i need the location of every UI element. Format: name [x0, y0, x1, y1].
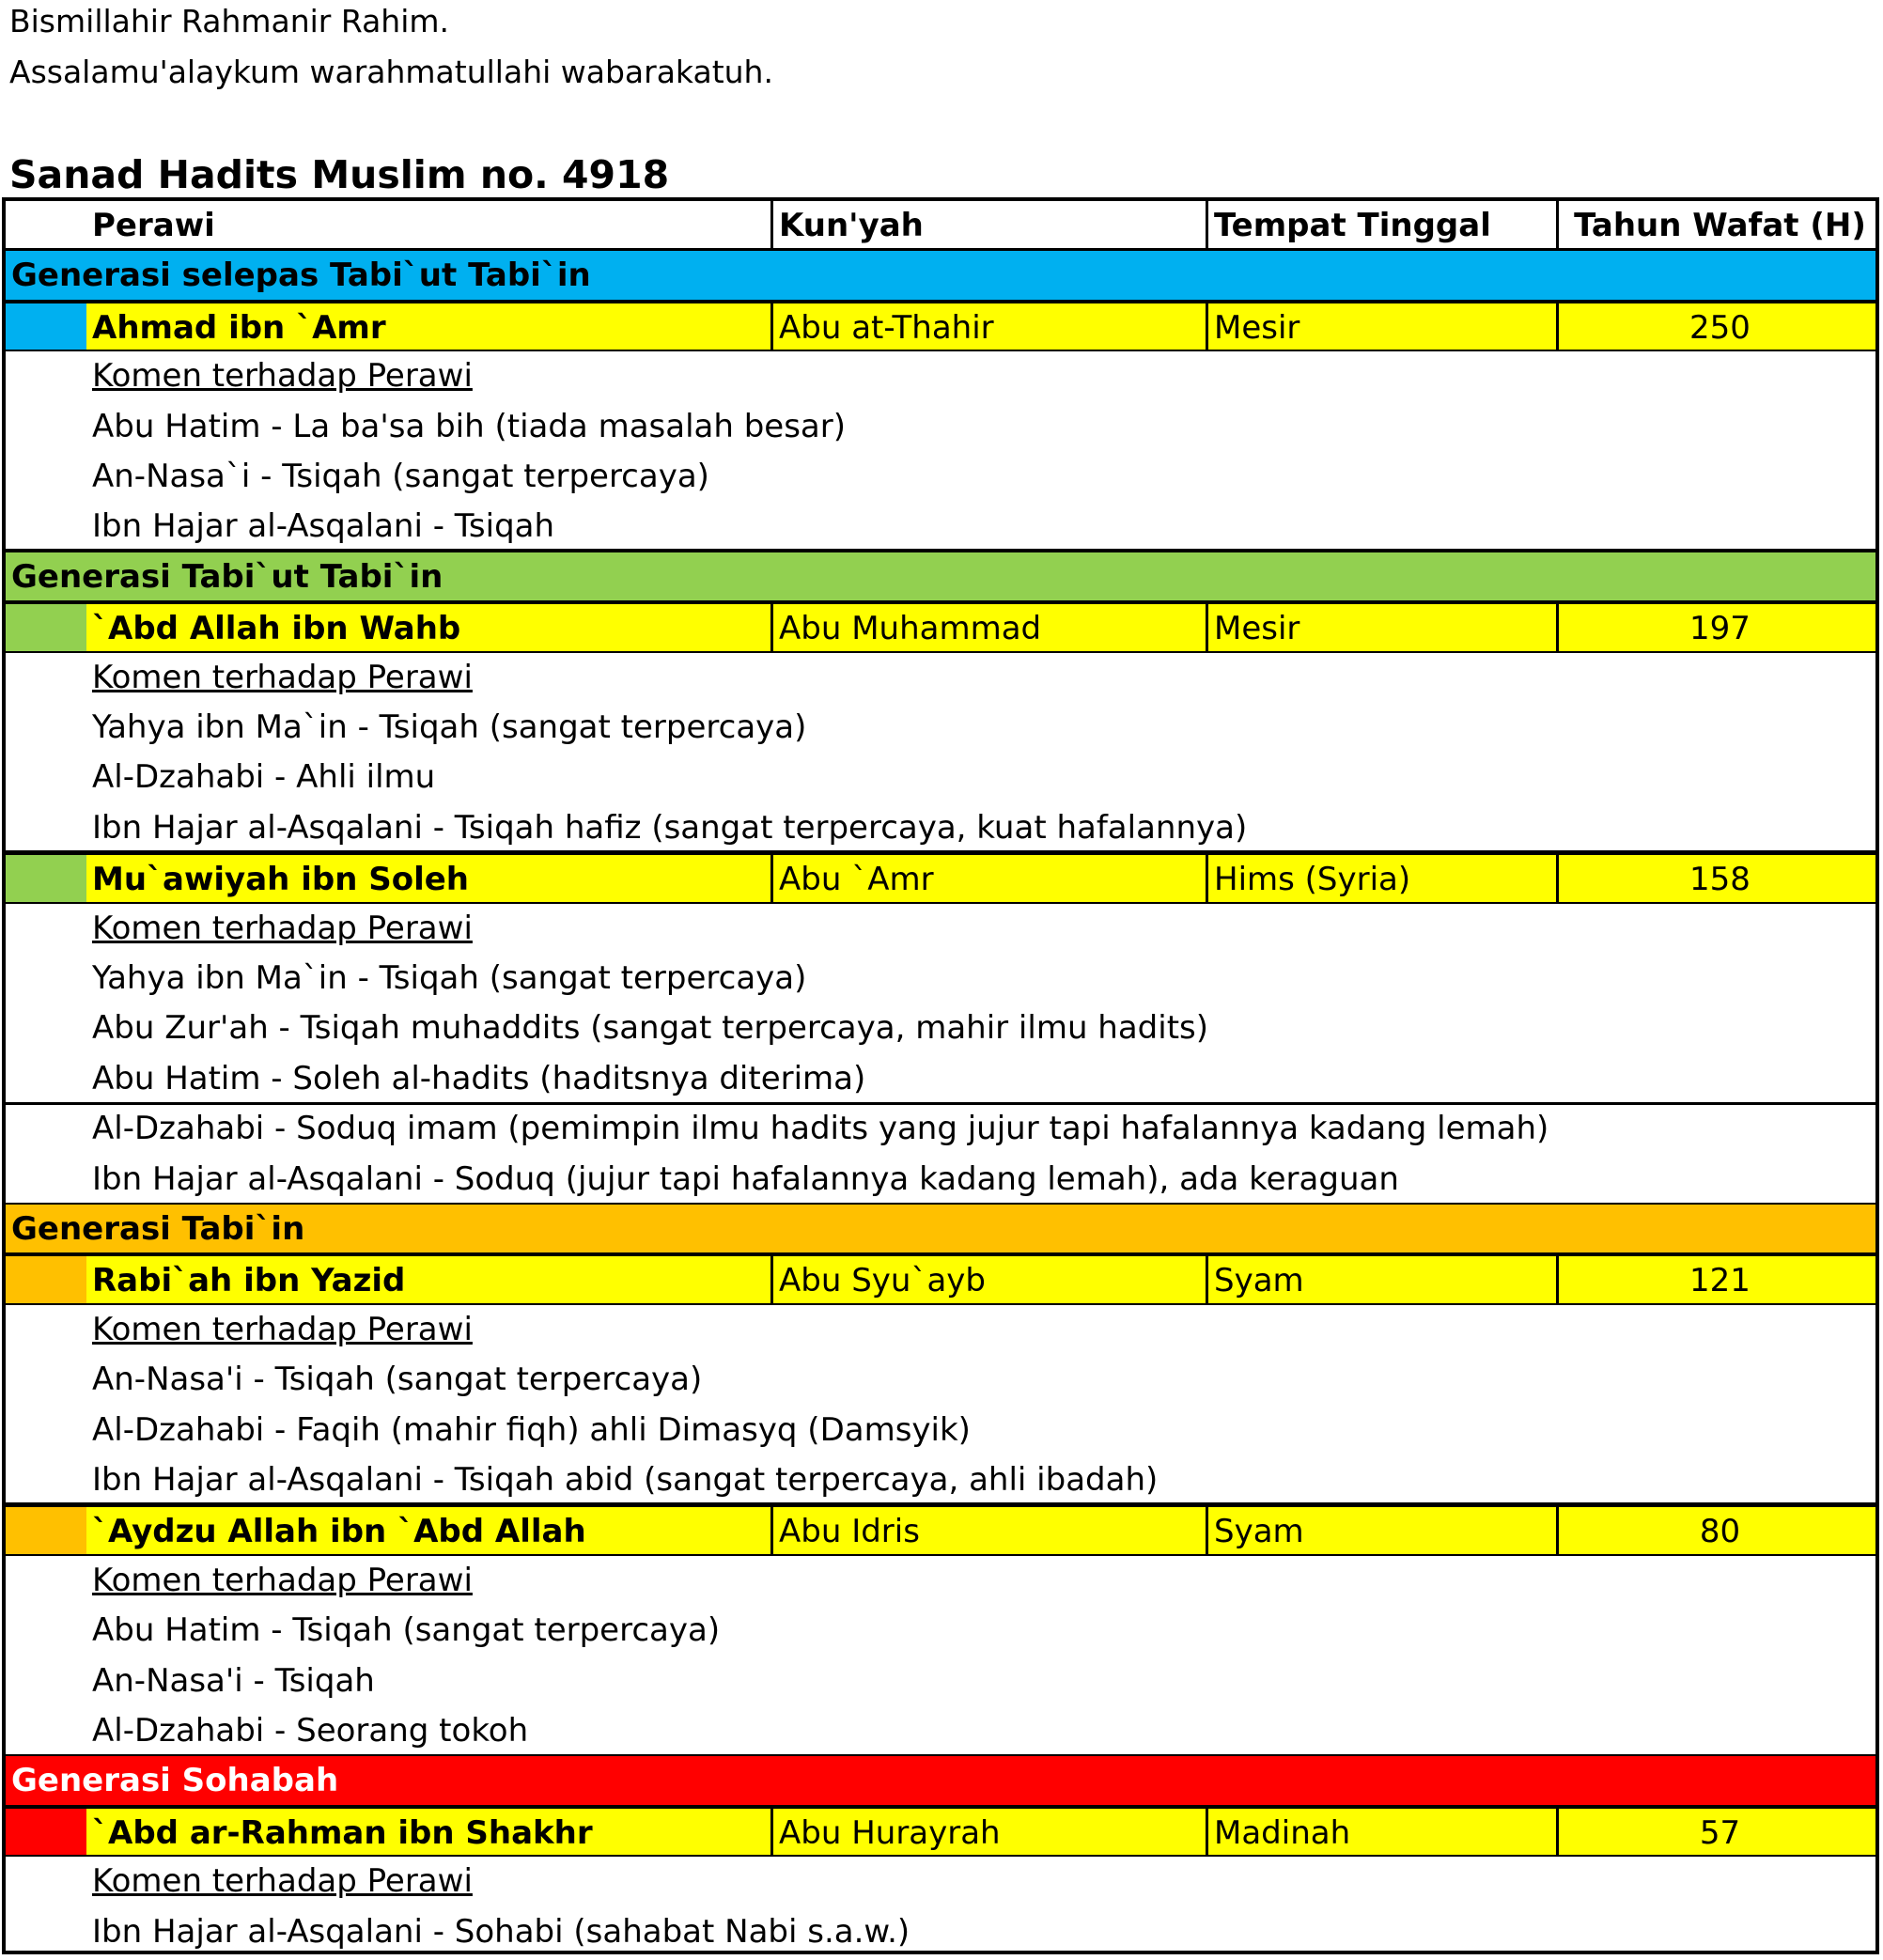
comment-header-row: [6, 1556, 1875, 1606]
narrator-tempat: Hims (Syria): [1206, 855, 1556, 901]
greeting-line-2: Assalamu'alaykum warahmatullahi wabarakatuh.: [9, 54, 773, 90]
narrator-name: `Abd ar-Rahman ibn Shakhr: [92, 1813, 593, 1852]
comment-text: Abu Hatim - Soleh al-hadits (haditsnya diterima): [92, 1059, 866, 1097]
comment-row: [6, 1104, 1875, 1154]
comment-text: Abu Hatim - Tsiqah (sangat terpercaya): [92, 1611, 721, 1650]
generation-label: Generasi selepas Tabi`ut Tabi`in: [11, 257, 591, 295]
generation-swatch: [6, 303, 86, 350]
narrator-tahun: 197: [1556, 604, 1875, 650]
comment-row: [6, 1406, 1875, 1455]
narrator-tempat: Syam: [1206, 1507, 1556, 1553]
comment-row: [6, 1606, 1875, 1656]
comment-text: Ibn Hajar al-Asqalani - Tsiqah abid (sangat terpercaya, ahli ibadah): [92, 1461, 1159, 1499]
comment-text: Ibn Hajar al-Asqalani - Tsiqah hafiz (sangat terpercaya, kuat hafalannya): [92, 808, 1248, 847]
comment-label: Komen terhadap Perawi: [92, 357, 473, 396]
comment-text: An-Nasa'i - Tsiqah: [92, 1661, 375, 1700]
narrator-row: [6, 602, 1875, 652]
table-header-row: [6, 201, 1875, 251]
header-kunyah: Kun'yah: [770, 201, 1206, 248]
comment-text: Al-Dzahabi - Faqih (mahir fiqh) ahli Dimasyq (Damsyik): [92, 1410, 971, 1449]
narrator-tempat: Mesir: [1206, 604, 1556, 650]
narrator-tahun: 121: [1556, 1256, 1875, 1302]
comment-row: [6, 1455, 1875, 1505]
comment-label: Komen terhadap Perawi: [92, 909, 473, 947]
comment-header-row: [6, 1857, 1875, 1906]
narrator-tahun: 80: [1556, 1507, 1875, 1553]
generation-row: [6, 552, 1875, 602]
comment-label: Komen terhadap Perawi: [92, 1310, 473, 1348]
comment-row: [6, 1657, 1875, 1706]
comment-text: Ibn Hajar al-Asqalani - Tsiqah: [92, 507, 555, 546]
comment-header-row: [6, 653, 1875, 703]
narrator-row: [6, 302, 1875, 351]
narrator-tempat: Madinah: [1206, 1809, 1556, 1855]
narrator-name: `Aydzu Allah ibn `Abd Allah: [92, 1513, 586, 1551]
comment-text: An-Nasa`i - Tsiqah (sangat terpercaya): [92, 458, 709, 495]
comment-text: An-Nasa'i - Tsiqah (sangat terpercaya): [92, 1361, 703, 1399]
page-title: Sanad Hadits Muslim no. 4918: [9, 152, 670, 197]
comment-text: Abu Hatim - La ba'sa bih (tiada masalah besar): [92, 407, 847, 445]
header-perawi: Perawi: [92, 207, 215, 244]
comment-row: [6, 1355, 1875, 1405]
narrator-kunyah: Abu Hurayrah: [770, 1809, 1206, 1855]
comment-header-row: [6, 351, 1875, 401]
sanad-table: [2, 197, 1879, 1954]
narrator-row: [6, 1807, 1875, 1857]
narrator-kunyah: Abu Idris: [770, 1507, 1206, 1553]
narrator-row: [6, 853, 1875, 903]
comment-row: [6, 954, 1875, 1003]
narrator-name: Rabi`ah ibn Yazid: [92, 1262, 406, 1300]
narrator-kunyah: Abu Muhammad: [770, 604, 1206, 650]
narrator-tahun: 158: [1556, 855, 1875, 901]
header-tempat-tinggal: Tempat Tinggal: [1206, 201, 1556, 248]
narrator-tempat: Syam: [1206, 1256, 1556, 1302]
comment-row: [6, 1706, 1875, 1756]
comment-row: [6, 703, 1875, 753]
comment-label: Komen terhadap Perawi: [92, 658, 473, 696]
narrator-name: `Abd Allah ibn Wahb: [92, 610, 461, 648]
header-tahun-wafat: Tahun Wafat (H): [1556, 201, 1875, 248]
comment-row: [6, 753, 1875, 802]
narrator-tempat: Mesir: [1206, 303, 1556, 350]
comment-text: Ibn Hajar al-Asqalani - Sohabi (sahabat Nabi s.a.w.): [92, 1912, 910, 1951]
comment-text: Al-Dzahabi - Seorang tokoh: [92, 1712, 529, 1750]
narrator-row: [6, 1505, 1875, 1555]
generation-swatch: [6, 1809, 86, 1855]
generation-label: Generasi Tabi`ut Tabi`in: [11, 557, 444, 596]
narrator-tahun: 57: [1556, 1809, 1875, 1855]
narrator-row: [6, 1254, 1875, 1304]
comment-label: Komen terhadap Perawi: [92, 1561, 473, 1599]
comment-row: [6, 502, 1875, 552]
narrator-tahun: 250: [1556, 303, 1875, 350]
comment-text: Yahya ibn Ma`in - Tsiqah (sangat terpercaya): [92, 708, 807, 746]
generation-swatch: [6, 604, 86, 650]
comment-text: Al-Dzahabi - Ahli ilmu: [92, 758, 436, 797]
comment-text: Al-Dzahabi - Soduq imam (pemimpin ilmu hadits yang jujur tapi hafalannya kadang lemah): [92, 1110, 1549, 1148]
generation-label: Generasi Sohabah: [11, 1762, 339, 1800]
generation-label: Generasi Tabi`in: [11, 1210, 305, 1248]
comment-text: Abu Zur'ah - Tsiqah muhaddits (sangat terpercaya, mahir ilmu hadits): [92, 1009, 1209, 1048]
generation-row: [6, 1756, 1875, 1806]
generation-swatch: [6, 1507, 86, 1553]
generation-row: [6, 1205, 1875, 1254]
comment-row: [6, 803, 1875, 853]
comment-row: [6, 1003, 1875, 1053]
comment-header-row: [6, 904, 1875, 954]
narrator-name: Ahmad ibn `Amr: [92, 308, 386, 347]
comment-row: [6, 452, 1875, 502]
generation-swatch: [6, 855, 86, 901]
comment-text: Yahya ibn Ma`in - Tsiqah (sangat terpercaya): [92, 959, 807, 997]
comment-row: [6, 1054, 1875, 1104]
narrator-name: Mu`awiyah ibn Soleh: [92, 861, 469, 899]
narrator-kunyah: Abu Syu`ayb: [770, 1256, 1206, 1302]
narrator-kunyah: Abu `Amr: [770, 855, 1206, 901]
comment-row: [6, 1907, 1875, 1954]
comment-label: Komen terhadap Perawi: [92, 1862, 473, 1901]
generation-row: [6, 251, 1875, 301]
greeting-line-1: Bismillahir Rahmanir Rahim.: [9, 3, 450, 39]
comment-header-row: [6, 1305, 1875, 1355]
comment-row: [6, 1155, 1875, 1205]
generation-swatch: [6, 1256, 86, 1302]
comment-text: Ibn Hajar al-Asqalani - Soduq (jujur tapi hafalannya kadang lemah), ada keraguan: [92, 1159, 1399, 1198]
narrator-kunyah: Abu at-Thahir: [770, 303, 1206, 350]
comment-row: [6, 402, 1875, 452]
